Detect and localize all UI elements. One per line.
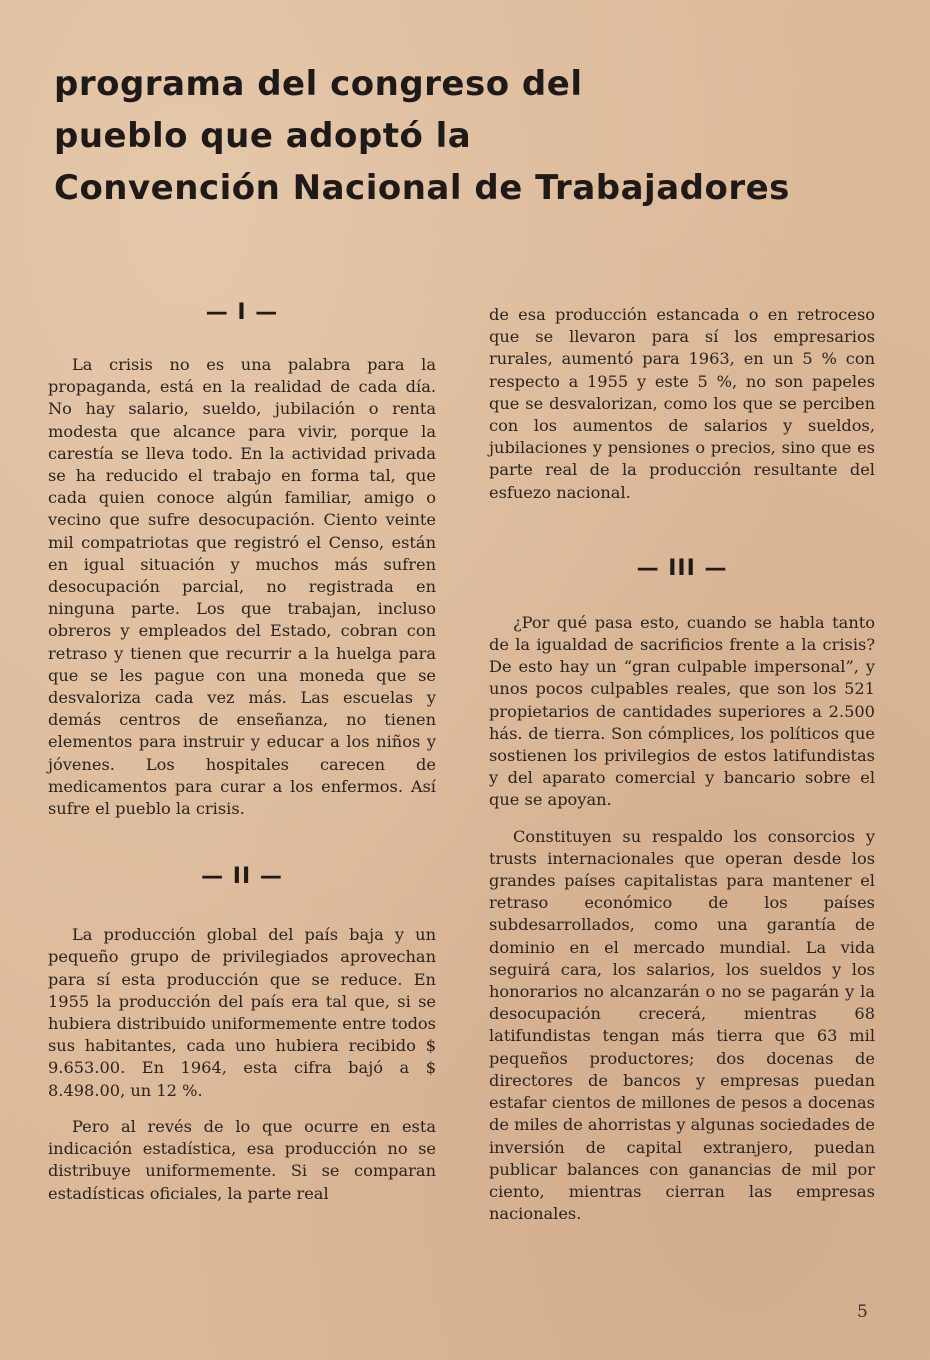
section-2-paragraph-2-continued: de esa producción estancada o en retroceso que se llevaron para sí los empresarios rurales, aumentó para 1963, en un 5 % con respecto a 1955 y este 5 %, no son papeles que se desvalorizan, como los que se perciben con los aumentos de salarios y sueldos, jubilaciones y pensiones o precios, sino que es parte real de la producción resultante del esfuezo nacional. bbox=[489, 305, 875, 502]
right-column bbox=[489, 304, 875, 1225]
title-line-3: Convención Nacional de Trabajadores bbox=[54, 168, 790, 208]
section-3-paragraph-2: Constituyen su respaldo los consorcios y trusts internacionales que operan desde los grandes países capitalistas para mantener el retraso económico de los países subdesarrollados, como una garantía de dominio en el mercado mundial. La vida seguirá cara, los salarios, los sueldos y los honorarios no alcanzarán o no se pagarán y la desocupación crecerá, mientras 68 latifundistas tengan más tierra que 63 mil pequeños productores; dos docenas de directores de bancos y empresas puedan estafar cientos de millones de pesos a docenas de miles de ahorristas y algunas sociedades de inversión de capital extranjero, puedan publicar balances con ganancias de mil por ciento, mientras cierran las empresas nacionales. bbox=[489, 826, 875, 1224]
section-heading-1: — I — bbox=[205, 300, 279, 325]
section-1-paragraph-1: La crisis no es una palabra para la propaganda, está en la realidad de cada día. No hay salario, sueldo, jubilación o renta modesta que alcance para vivir, porque la carestía se lleva todo. En la actividad privada se ha reducido el trabajo en forma tal, que cada quien conoce algún familiar, amigo o vecino que sufre desocupación. Ciento veinte mil compatriotas que registró el Censo, están en igual situación y muchos más sufren desocupación parcial, no registrada en ninguna parte. Los que trabajan, incluso obreros y empleados del Estado, cobran con retraso y tienen que recurrir a la huelga para que se les pague con una moneda que se desvaloriza cada vez más. Las escuelas y demás centros de enseñanza, no tienen elementos para instruir y educar a los niños y jóvenes. Los hospitales carecen de medicamentos para curar a los enfermos. Así sufre el pueblo la crisis. bbox=[48, 355, 436, 819]
left-column bbox=[48, 300, 436, 1205]
page-number: 5 bbox=[857, 1302, 868, 1322]
section-2-paragraph-1: La producción global del país baja y un pequeño grupo de privilegiados aprovechan para sí esta producción que se reduce. En 1955 la producción del país era tal que, si se hubiera distribuido uniformemente entre todos sus habitantes, cada uno hubiera recibido $ 9.653.00. En 1964, esta cifra bajó a $ 8.498.00, un 12 %. bbox=[48, 925, 436, 1100]
title-line-1: programa del congreso del bbox=[54, 64, 583, 104]
section-heading-3: — III — bbox=[636, 555, 728, 581]
page-title bbox=[54, 58, 874, 214]
section-2-paragraph-2: Pero al revés de lo que ocurre en esta indicación estadística, esa producción no se distribuye uniformemente. Si se comparan estadísticas oficiales, la parte real bbox=[48, 1116, 436, 1203]
title-line-2: pueblo que adoptó la bbox=[54, 116, 472, 156]
section-heading-2: — II — bbox=[201, 864, 283, 890]
section-3-paragraph-1: ¿Por qué pasa esto, cuando se habla tanto de la igualdad de sacrificios frente a la crisis? De esto hay un “gran culpable impersonal”, y unos pocos culpables reales, que son los 521 propietarios de cantidades superiores a 2.500 hás. de tierra. Son cómplices, los políticos que sostienen los privilegios de estos latifundistas y del aparato comercial y bancario sobre el que se apoyan. bbox=[489, 612, 875, 810]
